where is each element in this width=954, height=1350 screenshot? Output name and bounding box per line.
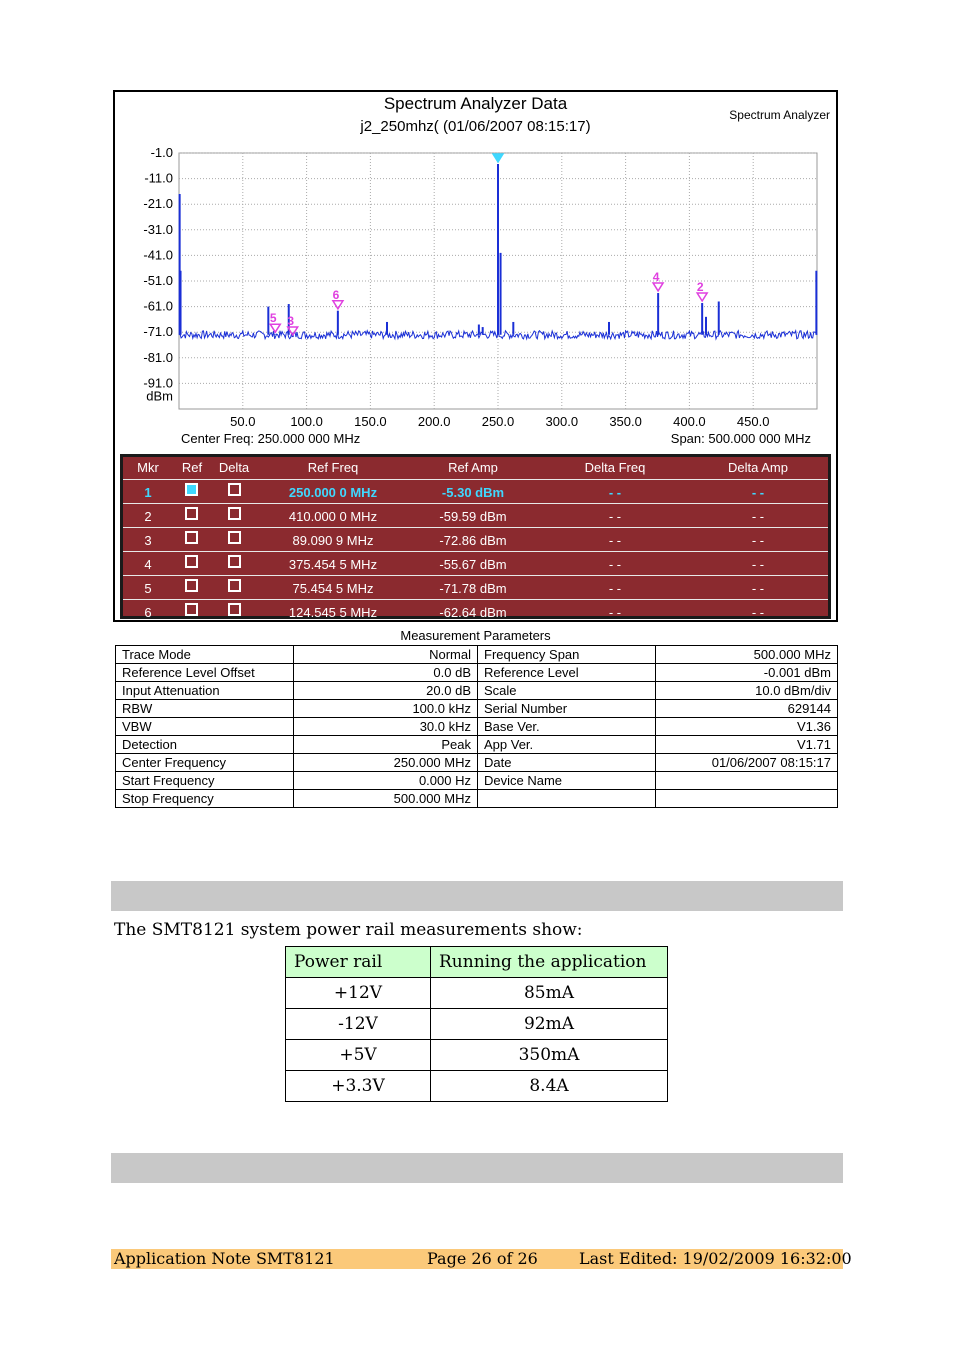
param-label: Center Frequency (116, 754, 294, 772)
col-ref-freq: Ref Freq (307, 460, 359, 475)
param-value: 0.000 Hz (294, 772, 478, 790)
rail-cell: +3.3V (286, 1071, 431, 1102)
param-row (116, 682, 838, 700)
param-label: Reference Level Offset (116, 664, 294, 682)
marker-label: 5 (269, 311, 277, 326)
marker-ref-freq: 124.545 5 MHz (288, 605, 378, 620)
param-value: V1.71 (656, 736, 838, 754)
col-delta-freq: Delta Freq (584, 460, 646, 475)
marker-number: 2 (144, 509, 152, 524)
param-row (116, 772, 838, 790)
marker-row[interactable] (123, 503, 828, 528)
marker-number: 5 (144, 581, 152, 596)
marker-row[interactable] (123, 479, 828, 504)
marker-delta-amp: - - (751, 533, 765, 548)
param-value: 250.000 MHz (294, 754, 478, 772)
param-label: Detection (116, 736, 294, 754)
marker-label: 4 (652, 269, 660, 284)
x-tick-label: 50.0 (230, 414, 256, 429)
marker-ref-amp: -72.86 dBm (439, 533, 507, 548)
section-heading-band (111, 1153, 843, 1183)
y-tick-label: -1.0 (150, 145, 173, 160)
param-label: Frequency Span (478, 646, 656, 664)
x-tick-label: 200.0 (417, 414, 451, 429)
marker-delta-amp: - - (751, 581, 765, 596)
marker-ref-amp: -71.78 dBm (439, 581, 507, 596)
marker-row[interactable] (123, 527, 828, 552)
ref-checkbox[interactable] (185, 531, 198, 544)
marker-ref-freq: 250.000 0 MHz (288, 485, 378, 500)
power-table-header (286, 947, 668, 978)
chart-title: Spectrum Analyzer Data (383, 94, 568, 113)
current-cell: 350mA (431, 1040, 668, 1071)
marker-ref-amp: -59.59 dBm (439, 509, 507, 524)
y-tick-label: -41.0 (143, 247, 173, 263)
marker-table-header (123, 457, 828, 477)
table-row (286, 1071, 668, 1102)
col-ref: Ref (181, 460, 203, 475)
param-label: Serial Number (478, 700, 656, 718)
marker-number: 4 (144, 557, 152, 572)
marker-ref-freq: 89.090 9 MHz (292, 533, 374, 548)
col-ref-amp: Ref Amp (448, 460, 498, 475)
rail-cell: +5V (286, 1040, 431, 1071)
param-label: VBW (116, 718, 294, 736)
section-heading-band (111, 881, 843, 911)
table-row (286, 978, 668, 1009)
param-value: 10.0 dBm/div (656, 682, 838, 700)
ref-checkbox[interactable] (185, 555, 198, 568)
param-label: Start Frequency (116, 772, 294, 790)
marker-row[interactable] (123, 575, 828, 600)
marker-ref-freq: 375.454 5 MHz (288, 557, 378, 572)
delta-checkbox[interactable] (228, 483, 241, 496)
brand-label: Spectrum Analyzer (729, 108, 830, 122)
marker-label: 3 (287, 313, 295, 328)
param-label: Trace Mode (116, 646, 294, 664)
param-row (116, 646, 838, 664)
center-freq-label: Center Freq: 250.000 000 MHz (181, 431, 361, 446)
table-row (286, 1009, 668, 1040)
param-label: RBW (116, 700, 294, 718)
param-value: 629144 (656, 700, 838, 718)
x-tick-label: 350.0 (609, 414, 642, 429)
marker-delta-freq: - - (608, 509, 622, 524)
current-cell: 8.4A (431, 1071, 668, 1102)
y-tick-label: -71.0 (143, 324, 173, 340)
y-tick-label: -31.0 (143, 221, 173, 237)
y-tick-label: -11.0 (144, 170, 173, 186)
param-label (478, 790, 656, 808)
param-label: App Ver. (478, 736, 656, 754)
y-tick-label: -21.0 (143, 196, 173, 212)
running-application-header: Running the application (431, 947, 668, 978)
param-value: 100.0 kHz (294, 700, 478, 718)
y-tick-label: -51.0 (143, 273, 173, 288)
param-value: V1.36 (656, 718, 838, 736)
footer-document-name: Application Note SMT8121 (114, 1249, 335, 1268)
y-tick-label: -61.0 (143, 298, 173, 314)
param-label: Scale (478, 682, 656, 700)
param-row (116, 664, 838, 682)
ref-checkbox[interactable] (185, 507, 198, 520)
marker-number: 1 (144, 485, 152, 500)
span-label: Span: 500.000 000 MHz (670, 431, 811, 446)
power-rail-table (285, 946, 668, 1102)
marker-ref-freq: 75.454 5 MHz (292, 581, 374, 596)
param-label: Base Ver. (478, 718, 656, 736)
ref-checkbox[interactable] (185, 483, 198, 496)
y-tick-label: -91.0 (143, 375, 173, 391)
marker-delta-freq: - - (608, 605, 622, 620)
marker-delta-freq: - - (608, 533, 622, 548)
marker-ref-amp: -62.64 dBm (439, 605, 507, 620)
current-cell: 85mA (431, 978, 668, 1009)
delta-checkbox[interactable] (228, 555, 241, 568)
param-value: 20.0 dB (294, 682, 478, 700)
col-delta-amp: Delta Amp (728, 460, 788, 475)
marker-delta-amp: - - (751, 557, 765, 572)
x-tick-label: 150.0 (354, 414, 387, 429)
param-value: -0.001 dBm (656, 664, 838, 682)
param-value: Normal (294, 646, 478, 664)
y-tick-label: -81.0 (143, 349, 173, 365)
col-mkr: Mkr (137, 460, 159, 475)
marker-delta-amp: - - (751, 605, 765, 620)
measurement-parameters-table (115, 645, 838, 808)
delta-checkbox[interactable] (228, 603, 241, 616)
delta-checkbox[interactable] (228, 531, 241, 544)
x-tick-label: 300.0 (545, 414, 579, 429)
param-row (116, 700, 838, 718)
param-value (656, 790, 838, 808)
marker-label: 2 (696, 279, 704, 294)
param-value (656, 772, 838, 790)
param-value: 0.0 dB (294, 664, 478, 682)
col-delta: Delta (218, 460, 250, 475)
x-tick-label: 250.0 (481, 414, 515, 429)
param-value: 500.000 MHz (656, 646, 838, 664)
table-row (286, 1040, 668, 1071)
marker-delta-freq: - - (608, 485, 622, 500)
param-value: 500.000 MHz (294, 790, 478, 808)
param-label: Date (478, 754, 656, 772)
param-label: Reference Level (478, 664, 656, 682)
chart-subtitle: j2_250mhz( (01/06/2007 08:15:17) (360, 118, 591, 135)
marker-delta-freq: - - (608, 581, 622, 596)
power-rail-header: Power rail (286, 947, 431, 978)
marker-table (120, 454, 831, 619)
param-label: Input Attenuation (116, 682, 294, 700)
param-value: 30.0 kHz (294, 718, 478, 736)
body-paragraph: The SMT8121 system power rail measurements show: (114, 920, 583, 940)
param-row (116, 718, 838, 736)
spectrum-analyzer-panel (113, 90, 838, 622)
x-tick-label: 100.0 (290, 414, 323, 429)
param-label: Device Name (478, 772, 656, 790)
param-row (116, 790, 838, 808)
ref-checkbox[interactable] (185, 603, 198, 616)
marker-ref-freq: 410.000 0 MHz (288, 509, 378, 524)
marker-delta-amp: - - (751, 485, 765, 500)
param-value: 01/06/2007 08:15:17 (656, 754, 838, 772)
param-label: Stop Frequency (116, 790, 294, 808)
marker-number: 3 (144, 533, 152, 548)
marker-delta-freq: - - (608, 557, 622, 572)
marker-label: 6 (332, 287, 340, 302)
footer-last-edited: Last Edited: 19/02/2009 16:32:00 (579, 1249, 852, 1268)
marker-delta-amp: - - (751, 509, 765, 524)
footer-page-number: Page 26 of 26 (427, 1249, 538, 1268)
measurement-parameters-title: Measurement Parameters (400, 628, 551, 643)
param-row (116, 754, 838, 772)
rail-cell: +12V (286, 978, 431, 1009)
y-axis-unit: dBm (146, 388, 173, 404)
marker-ref-amp: -55.67 dBm (439, 557, 507, 572)
marker-row[interactable] (123, 599, 828, 624)
param-value: Peak (294, 736, 478, 754)
marker-row[interactable] (123, 551, 828, 576)
x-tick-label: 450.0 (736, 414, 770, 429)
delta-checkbox[interactable] (228, 579, 241, 592)
param-row (116, 736, 838, 754)
page-footer (111, 1249, 852, 1269)
marker-number: 6 (144, 605, 152, 620)
rail-cell: -12V (286, 1009, 431, 1040)
current-cell: 92mA (431, 1009, 668, 1040)
ref-checkbox[interactable] (185, 579, 198, 592)
delta-checkbox[interactable] (228, 507, 241, 520)
marker-ref-amp: -5.30 dBm (441, 485, 505, 500)
x-tick-label: 400.0 (673, 414, 706, 429)
